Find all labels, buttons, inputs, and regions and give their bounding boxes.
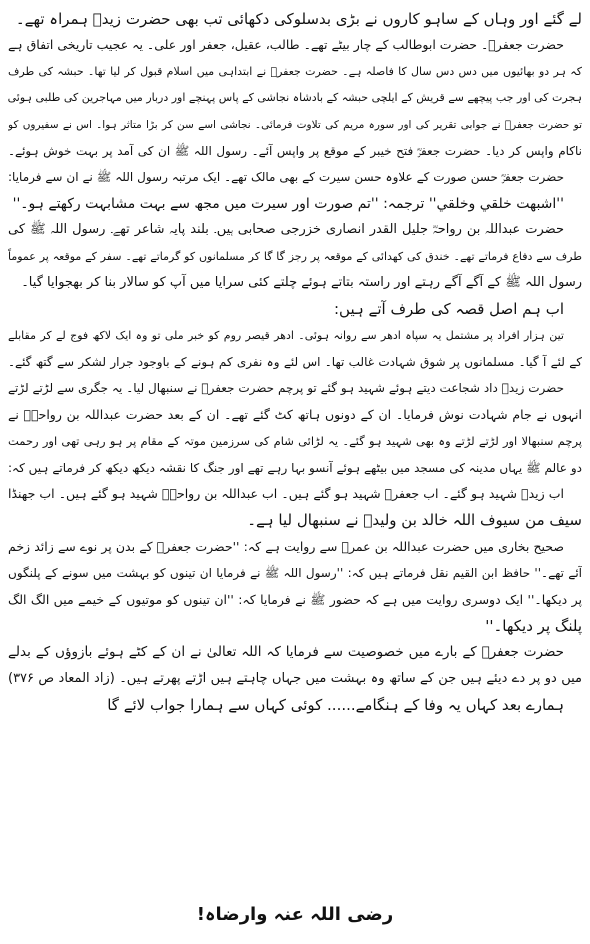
text-line: حضرت عبداللہ بن رواحہؓ جلیل القدر انصاری خزرجی صحابی ہیں۔ بلند پایہ شاعر تھے۔ رسول اللہ ﷺ کی [8, 222, 564, 238]
text-line: حضرت زیدؓ داد شجاعت دیتے ہوئے شہید ہو گئے تو پرچم حضرت جعفرؓ نے سنبھال لیا۔ یہ جگری سے لڑتے لڑتے [8, 381, 564, 396]
text-line: انہوں نے جام شہادت نوش فرمایا۔ ان کے دونوں ہاتھ کٹ گئے تھے۔ ان کے بعد حضرت عبداللہ بن رواحہؓ نے [8, 406, 582, 422]
text-line: ہجرت کی اور جب پیچھے سے قریش کے ایلچی حبشہ کے بادشاہ نجاشی کے پاس پہنچے اور دربار میں مہاجرین کی طلبی ہوئی [8, 91, 582, 105]
text-line: ''اشبهت خلقي وخلقي'' ترجمہ: ''تم صورت اور سیرت میں مجھ سے بہت مشابہت رکھتے ہو۔'' [12, 195, 564, 212]
text-line: رسول اللہ ﷺ کے آگے آگے رہتے اور راستہ بتاتے ہوئے چلتے کئی سرایا میں آپ کو سالار بنا کر بھجوایا گیا۔ [21, 274, 582, 290]
text-line: سیف من سیوف اللہ خالد بن ولیدؓ نے سنبھال لیا ہے۔ [247, 511, 582, 530]
text-line: آئے تھے۔'' حافظ ابن القیم نقل فرماتے ہیں کہ: ''رسول اللہ ﷺ نے فرمایا ان تینوں کو بہشت میں سونے کے پلنگوں [8, 566, 582, 581]
text-line: تو حضرت جعفرؓ نے جوابی تقریر کی اور سورہ مریم کی تلاوت فرمائی۔ نجاشی اسے سن کر بڑا متاثر ہوا۔ اس نے سفیروں کو [8, 118, 582, 131]
text-line: حضرت جعفرؓ کے بارے میں خصوصیت سے فرمایا کہ اللہ تعالیٰ نے ان کے کٹے ہوئے بازوؤں کے بدلے [8, 644, 564, 661]
text-line: میں دو پر دے دیئے ہیں جن کے ساتھ وہ بہشت میں جہاں چاہتے ہیں اڑتے پھرتے ہیں۔ (زاد المعاد ص ۳۷۶) [8, 670, 582, 686]
text-line: طرف سے دفاع فرماتے تھے۔ خندق کی کھدائی کے موقعہ پر رجز گا گا کر مسلمانوں کو گرماتے تھے۔ سفر کے موقعہ پر عموماً [8, 249, 582, 263]
text-line: کے لئے آ گیا۔ مسلمانوں پر شوق شہادت غالب تھا۔ اس لئے وہ نفری کم ہونے کے باوجود جرار لشکر سے گتھ گئے۔ [8, 355, 582, 370]
text-line: ہمارے بعد کہاں یہ وفا کے ہنگامے...... کوئی کہاں سے ہمارا جواب لائے گا [107, 696, 564, 715]
text-line: پلنگ پر دیکھا۔'' [485, 616, 582, 635]
text-line: اب زیدؓ شہید ہو گئے۔ اب جعفرؓ شہید ہو گئے ہیں۔ اب عبداللہ بن رواحہؓ شہید ہو گئے ہیں۔ اب جھنڈا [8, 486, 564, 502]
text-line: حضرت جعفرؓ۔ حضرت ابوطالب کے چار بیٹے تھے۔ طالب، عقیل، جعفر اور علی۔ یہ عجیب تاریخی اتفاق ہے [8, 37, 564, 53]
closing-prayer: رضی اللہ عنہ وارضاہ! [196, 904, 394, 925]
text-line: دو عالم ﷺ یہاں مدینہ کی مسجد میں بیٹھے ہوئے آنسو بہا رہے تھے اور جنگ کا نقشہ دیکھ دیکھ کر فرماتے ہیں کہ: [8, 460, 582, 475]
text-line: اب ہم اصل قصہ کی طرف آتے ہیں: [334, 300, 564, 319]
text-line: حضرت جعفرؓ حسن صورت کے علاوہ حسن سیرت کے بھی مالک تھے۔ ایک مرتبہ رسول اللہ ﷺ نے ان سے فرمایا: [8, 170, 564, 185]
text-line: لے گئے اور وہاں کے ساہو کاروں نے بڑی بدسلوکی دکھائی تب بھی حضرت زیدؓ ہمراہ تھے۔ [15, 10, 582, 28]
text-line: پر دیکھا۔'' ایک دوسری روایت میں ہے کہ حضور ﷺ نے فرمایا کہ: ''ان تینوں کو موتیوں کے خیمے میں الگ الگ [8, 591, 582, 607]
text-line: صحیح بخاری میں حضرت عبداللہ بن عمرؓ سے روایت ہے کہ: ''حضرت جعفرؓ کے بدن پر نوے سے زائد زخم [8, 538, 564, 554]
text-line: پرچم سنبھالا اور لڑتے لڑتے وہ بھی شہید ہو گئے۔ یہ لڑائی شام کی سرزمین موتہ کے مقام پر ہو رہی تھی اور رحمت [8, 434, 582, 449]
text-line: کہ ہر دو بھائیوں میں دس دس سال کا فاصلہ ہے۔ حضرت جعفرؓ نے ابتداہی میں اسلام قبول کر لیا تھا۔ حبشہ کی طرف [8, 64, 582, 78]
text-line: تین ہزار افراد پر مشتمل یہ سپاہ ادھر سے روانہ ہوئی۔ ادھر قیصر روم کو خبر ملی تو وہ ایک لاکھ فوج لے کر مقابلے [8, 328, 564, 342]
text-line: ناکام واپس کر دیا۔ حضرت جعفرؓ فتح خیبر کے موقع پر واپس آئے۔ رسول اللہ ﷺ ان کی آمد پر بہت خوش ہوئے۔ [8, 143, 582, 158]
